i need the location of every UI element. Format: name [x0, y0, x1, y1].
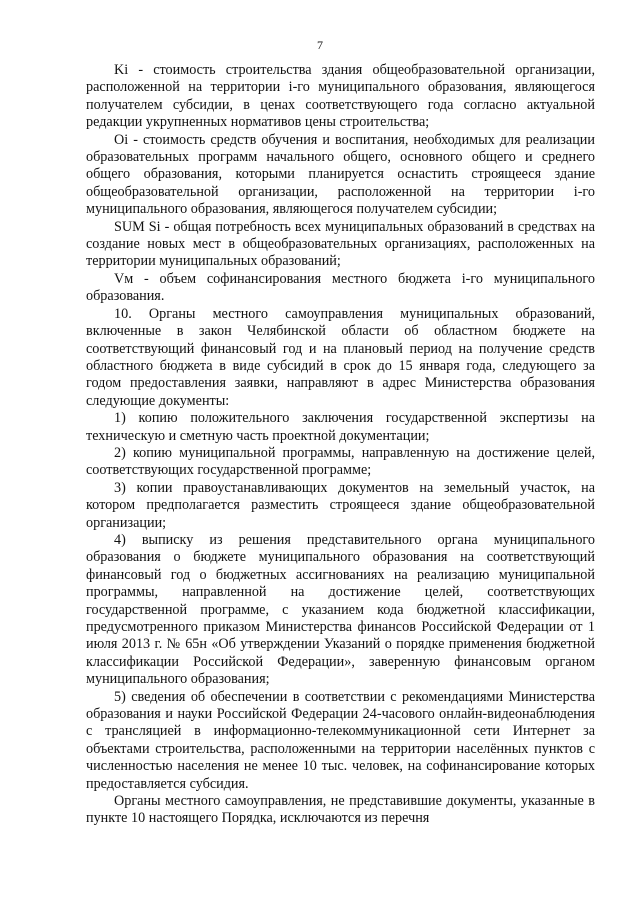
- paragraph-vm-definition: Vм - объем софинансирования местного бюджета i-го муниципального образования.: [86, 270, 595, 305]
- page-number: 7: [317, 38, 323, 52]
- list-item-3: 3) копии правоустанавливающих документов на земельный участок, на котором предполагается разместить строящееся здание общеобразовательной организации;: [86, 479, 595, 531]
- list-item-5: 5) сведения об обеспечении в соответствии с рекомендациями Министерства образования и науки Российской Федерации 24-часового онлайн-видеонаблюдения с трансляцией в информационно-телекоммуникационной сети Интернет за объектами строительства, расположенными на территории населённых пунктов с численностью населения не менее 10 тыс. человек, на софинансирование которых предоставляется субсидия.: [86, 688, 595, 792]
- paragraph-oi-definition: Oi - стоимость средств обучения и воспитания, необходимых для реализации образовательных программ начального общего, основного общего и среднего общего образования, которыми планируется оснастить строящееся здание общеобразовательной организации, расположенной на территории i-го муниципального образования, являющегося получателем субсидии;: [86, 131, 595, 218]
- paragraph-clause-10: 10. Органы местного самоуправления муниципальных образований, включенные в закон Челябинской области об областном бюджете на соответствующий финансовый год и на плановый период на получение средств областного бюджета в виде субсидий в срок до 15 января года, следующего за годом предоставления заявки, направляют в адрес Министерства образования следующие документы:: [86, 305, 595, 409]
- document-body: [86, 62, 595, 828]
- paragraph-exclusion: Органы местного самоуправления, не представившие документы, указанные в пункте 10 настоящего Порядка, исключаются из перечня: [86, 793, 595, 827]
- paragraph-sum-si-definition: SUM Si - общая потребность всех муниципальных образований в средствах на создание новых мест в общеобразовательных организациях, расположенных на территории муниципальных образований;: [86, 218, 595, 270]
- paragraph-ki-definition: Ki - стоимость строительства здания общеобразовательной организации, расположенной на территории i-го муниципального образования, являющегося получателем субсидии, в ценах соответствующего года согласно актуальной редакции укрупненных нормативов цены строительства;: [86, 62, 595, 131]
- list-item-1: 1) копию положительного заключения государственной экспертизы на техническую и сметную часть проектной документации;: [86, 410, 595, 444]
- list-item-4: 4) выписку из решения представительного органа муниципального образования о бюджете муниципального образования на соответствующий финансовый год о бюджетных ассигнованиях на реализацию муниципальной программы, направленной на достижение целей, соответствующих государственной программе, с указанием кода бюджетной классификации, предусмотренного приказом Министерства финансов Российской Федерации от 1 июля 2013 г. № 65н «Об утверждении Указаний о порядке применения бюджетной классификации Российской Федерации», заверенную финансовым органом муниципального образования;: [86, 531, 595, 688]
- list-item-2: 2) копию муниципальной программы, направленную на достижение целей, соответствующих государственной программе;: [86, 444, 595, 479]
